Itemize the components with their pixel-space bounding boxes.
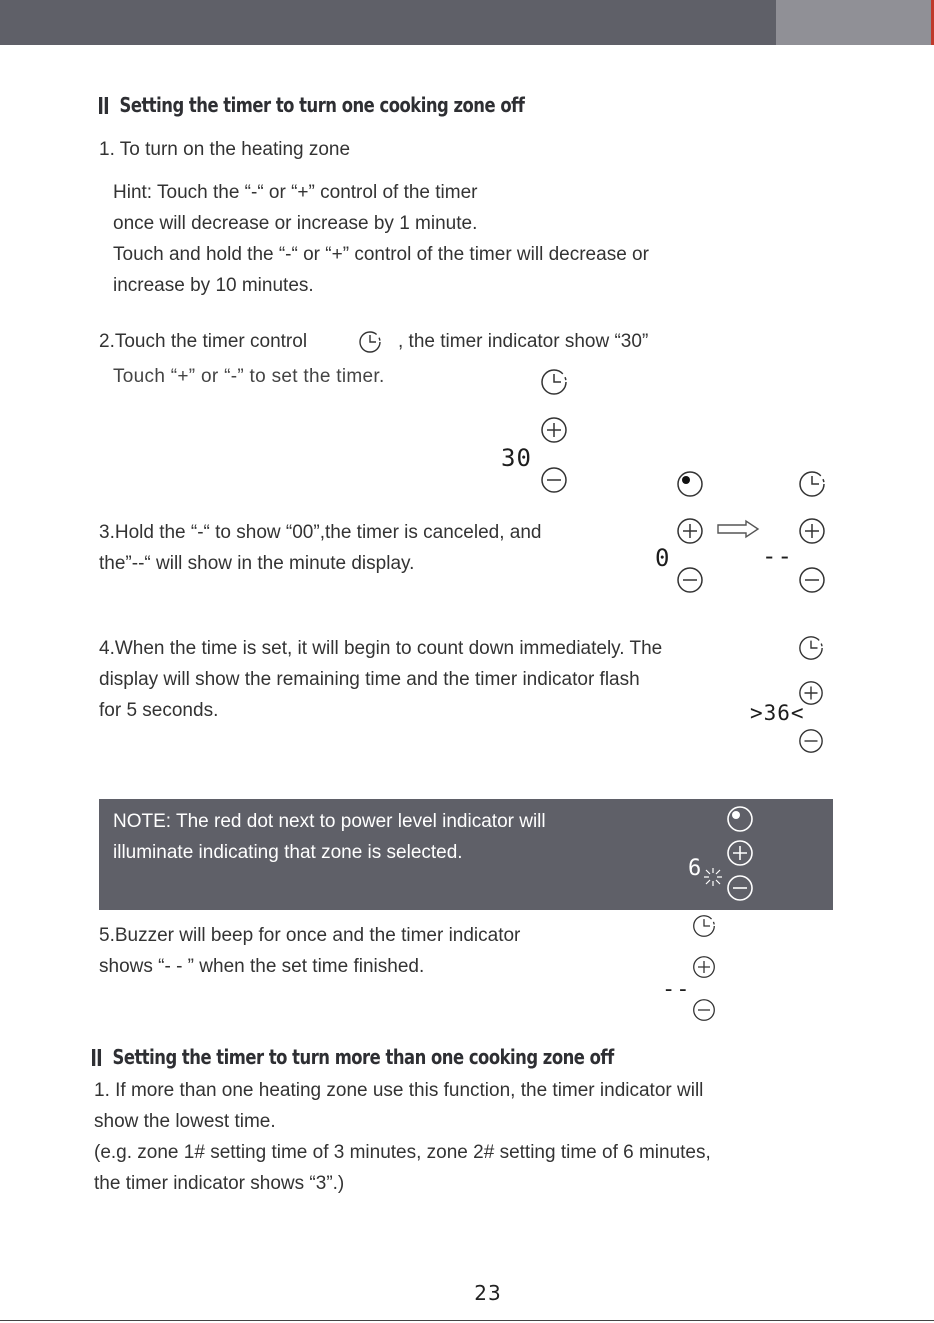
arrow-right-icon [716, 519, 760, 539]
clock-icon [358, 330, 382, 354]
clock-icon [692, 914, 716, 938]
power-dot-icon [726, 805, 754, 833]
heading-bar-icon [105, 97, 108, 114]
plus-icon [726, 839, 754, 867]
heading-bar-icon [98, 1049, 101, 1066]
section2-line-2: show the lowest time. [94, 1111, 276, 1132]
timer-display-0: 0 [655, 544, 671, 572]
step5-line-1: 5.Buzzer will beep for once and the timer indicator [99, 925, 521, 946]
section2-line-1: 1. If more than one heating zone use this function, the timer indicator will [94, 1080, 704, 1101]
timer-display-dash: -- [762, 542, 793, 570]
plus-icon [676, 517, 704, 545]
power-level-display: 6 [688, 856, 703, 881]
heading-bar-icon [99, 97, 102, 114]
step2-text-c: Touch “+” or “-” to set the timer. [113, 366, 385, 387]
header-bar [0, 0, 776, 45]
step2-text-b: , the timer indicator show “30” [398, 331, 649, 352]
plus-icon [692, 955, 716, 979]
clock-icon [540, 368, 568, 396]
hint-line-1: Hint: Touch the “-“ or “+” control of the timer [113, 182, 478, 203]
hint-line-3: Touch and hold the “-“ or “+” control of the timer will decrease or [113, 244, 649, 265]
step4-line-2: display will show the remaining time and the timer indicator flash [99, 669, 640, 690]
step3-line-1: 3.Hold the “-“ to show “00”,the timer is canceled, and [99, 522, 542, 543]
note-line-1: NOTE: The red dot next to power level indicator will [113, 811, 546, 832]
plus-icon [798, 517, 826, 545]
minus-icon [726, 874, 754, 902]
flash-icon [702, 866, 724, 888]
hint-line-2: once will decrease or increase by 1 minute. [113, 213, 478, 234]
heading-bar-icon [92, 1049, 95, 1066]
timer-display-36: >36< [750, 701, 805, 725]
step4-line-1: 4.When the time is set, it will begin to count down immediately. The [99, 638, 663, 659]
power-dot-icon [676, 470, 704, 498]
step2-text-a: 2.Touch the timer control [99, 331, 308, 352]
footer-rule [0, 1320, 934, 1321]
timer-display-dash2: -- [662, 977, 691, 1002]
minus-icon [676, 566, 704, 594]
minus-icon [540, 466, 568, 494]
step4-line-3: for 5 seconds. [99, 700, 219, 721]
clock-icon [798, 635, 824, 661]
plus-icon [540, 416, 568, 444]
step3-line-2: the”--“ will show in the minute display. [99, 553, 415, 574]
section1-heading: Setting the timer to turn one cooking zone off [99, 93, 524, 117]
timer-display-30: 30 [501, 444, 532, 472]
clock-icon [798, 470, 826, 498]
minus-icon [692, 998, 716, 1022]
step5-line-2: shows “- - ” when the set time finished. [99, 956, 425, 977]
minus-icon [798, 566, 826, 594]
section2-heading: Setting the timer to turn more than one cooking zone off [92, 1045, 614, 1069]
section2-line-4: the timer indicator shows “3”.) [94, 1173, 345, 1194]
header-accent [776, 0, 934, 45]
step1-text: 1. To turn on the heating zone [99, 139, 351, 160]
page-number: 23 [474, 1281, 502, 1305]
hint-line-4: increase by 10 minutes. [113, 275, 314, 296]
minus-icon [798, 728, 824, 754]
section2-line-3: (e.g. zone 1# setting time of 3 minutes, zone 2# setting time of 6 minutes, [94, 1142, 711, 1163]
note-line-2: illuminate indicating that zone is selected. [113, 842, 463, 863]
